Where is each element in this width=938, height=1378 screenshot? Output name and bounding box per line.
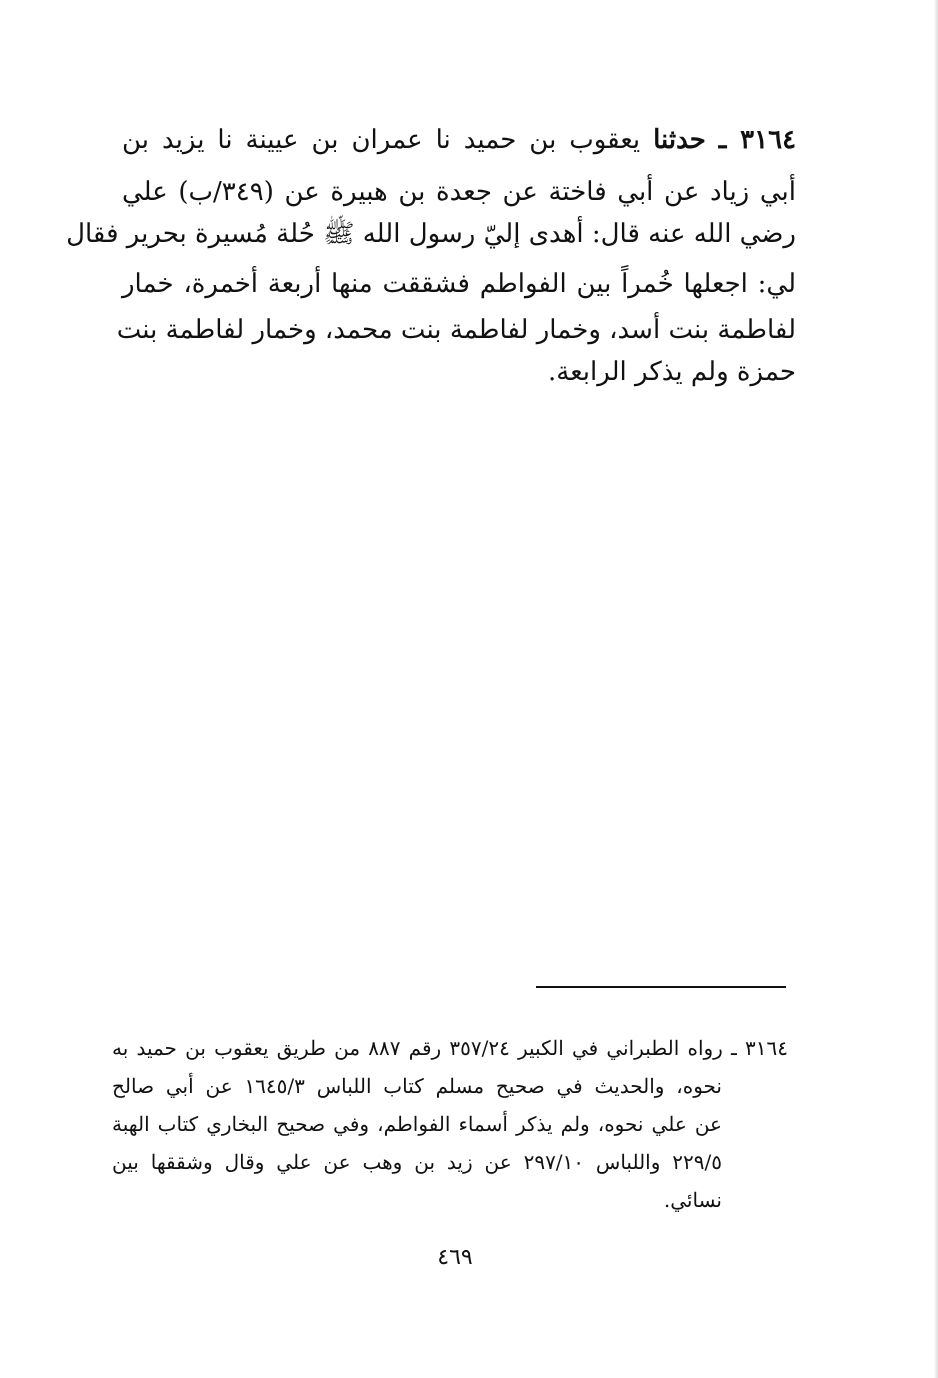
hadith-line-1: [122, 118, 796, 162]
page-number: ٤٦٩: [437, 1245, 473, 1270]
hadith-line-4: لي: اجعلها خُمراً بين الفواطم فشققت منها أربعة أخمرة، خمار: [122, 269, 796, 299]
footnote-line-1: ٣١٦٤ ـ رواه الطبراني في الكبير ٣٥٧/٢٤ رقم ٨٨٧ من طريق يعقوب بن حميد به: [112, 1036, 789, 1060]
hadith-lead-word: حدثنا: [653, 125, 706, 155]
footnote-line-2: نحوه، والحديث في صحيح مسلم كتاب اللباس ١٦٤٥/٣ عن أبي صالح: [112, 1074, 722, 1098]
hadith-line-6: حمزة ولم يذكر الرابعة.: [548, 357, 796, 387]
footnote-line-4: ٢٢٩/٥ واللباس ٢٩٧/١٠ عن زيد بن وهب عن علي وقال وشققها بين: [112, 1150, 723, 1174]
hadith-line-5: لفاطمة بنت أسد، وخمار لفاطمة بنت محمد، وخمار لفاطمة بنت: [116, 315, 796, 345]
hadith-line-2: أبي زياد عن أبي فاختة عن جعدة بن هبيرة عن (٣٤٩/ب) علي: [122, 177, 796, 207]
footnote-separator: [536, 986, 786, 988]
scan-edge-shadow: [934, 0, 938, 1378]
footnote-line-3: عن علي نحوه، ولم يذكر أسماء الفواطم، وفي صحيح البخاري كتاب الهبة: [112, 1112, 722, 1136]
hadith-line-1-text: يعقوب بن حميد نا عمران بن عيينة نا يزيد بن: [122, 125, 641, 155]
hadith-number: ٣١٦٤ ـ: [718, 125, 797, 155]
footnote-line-5: نسائي.: [663, 1188, 722, 1212]
hadith-line-3: رضي الله عنه قال: أهدى إليّ رسول الله ﷺ حُلة مُسيرة بحرير فقال: [66, 219, 796, 249]
